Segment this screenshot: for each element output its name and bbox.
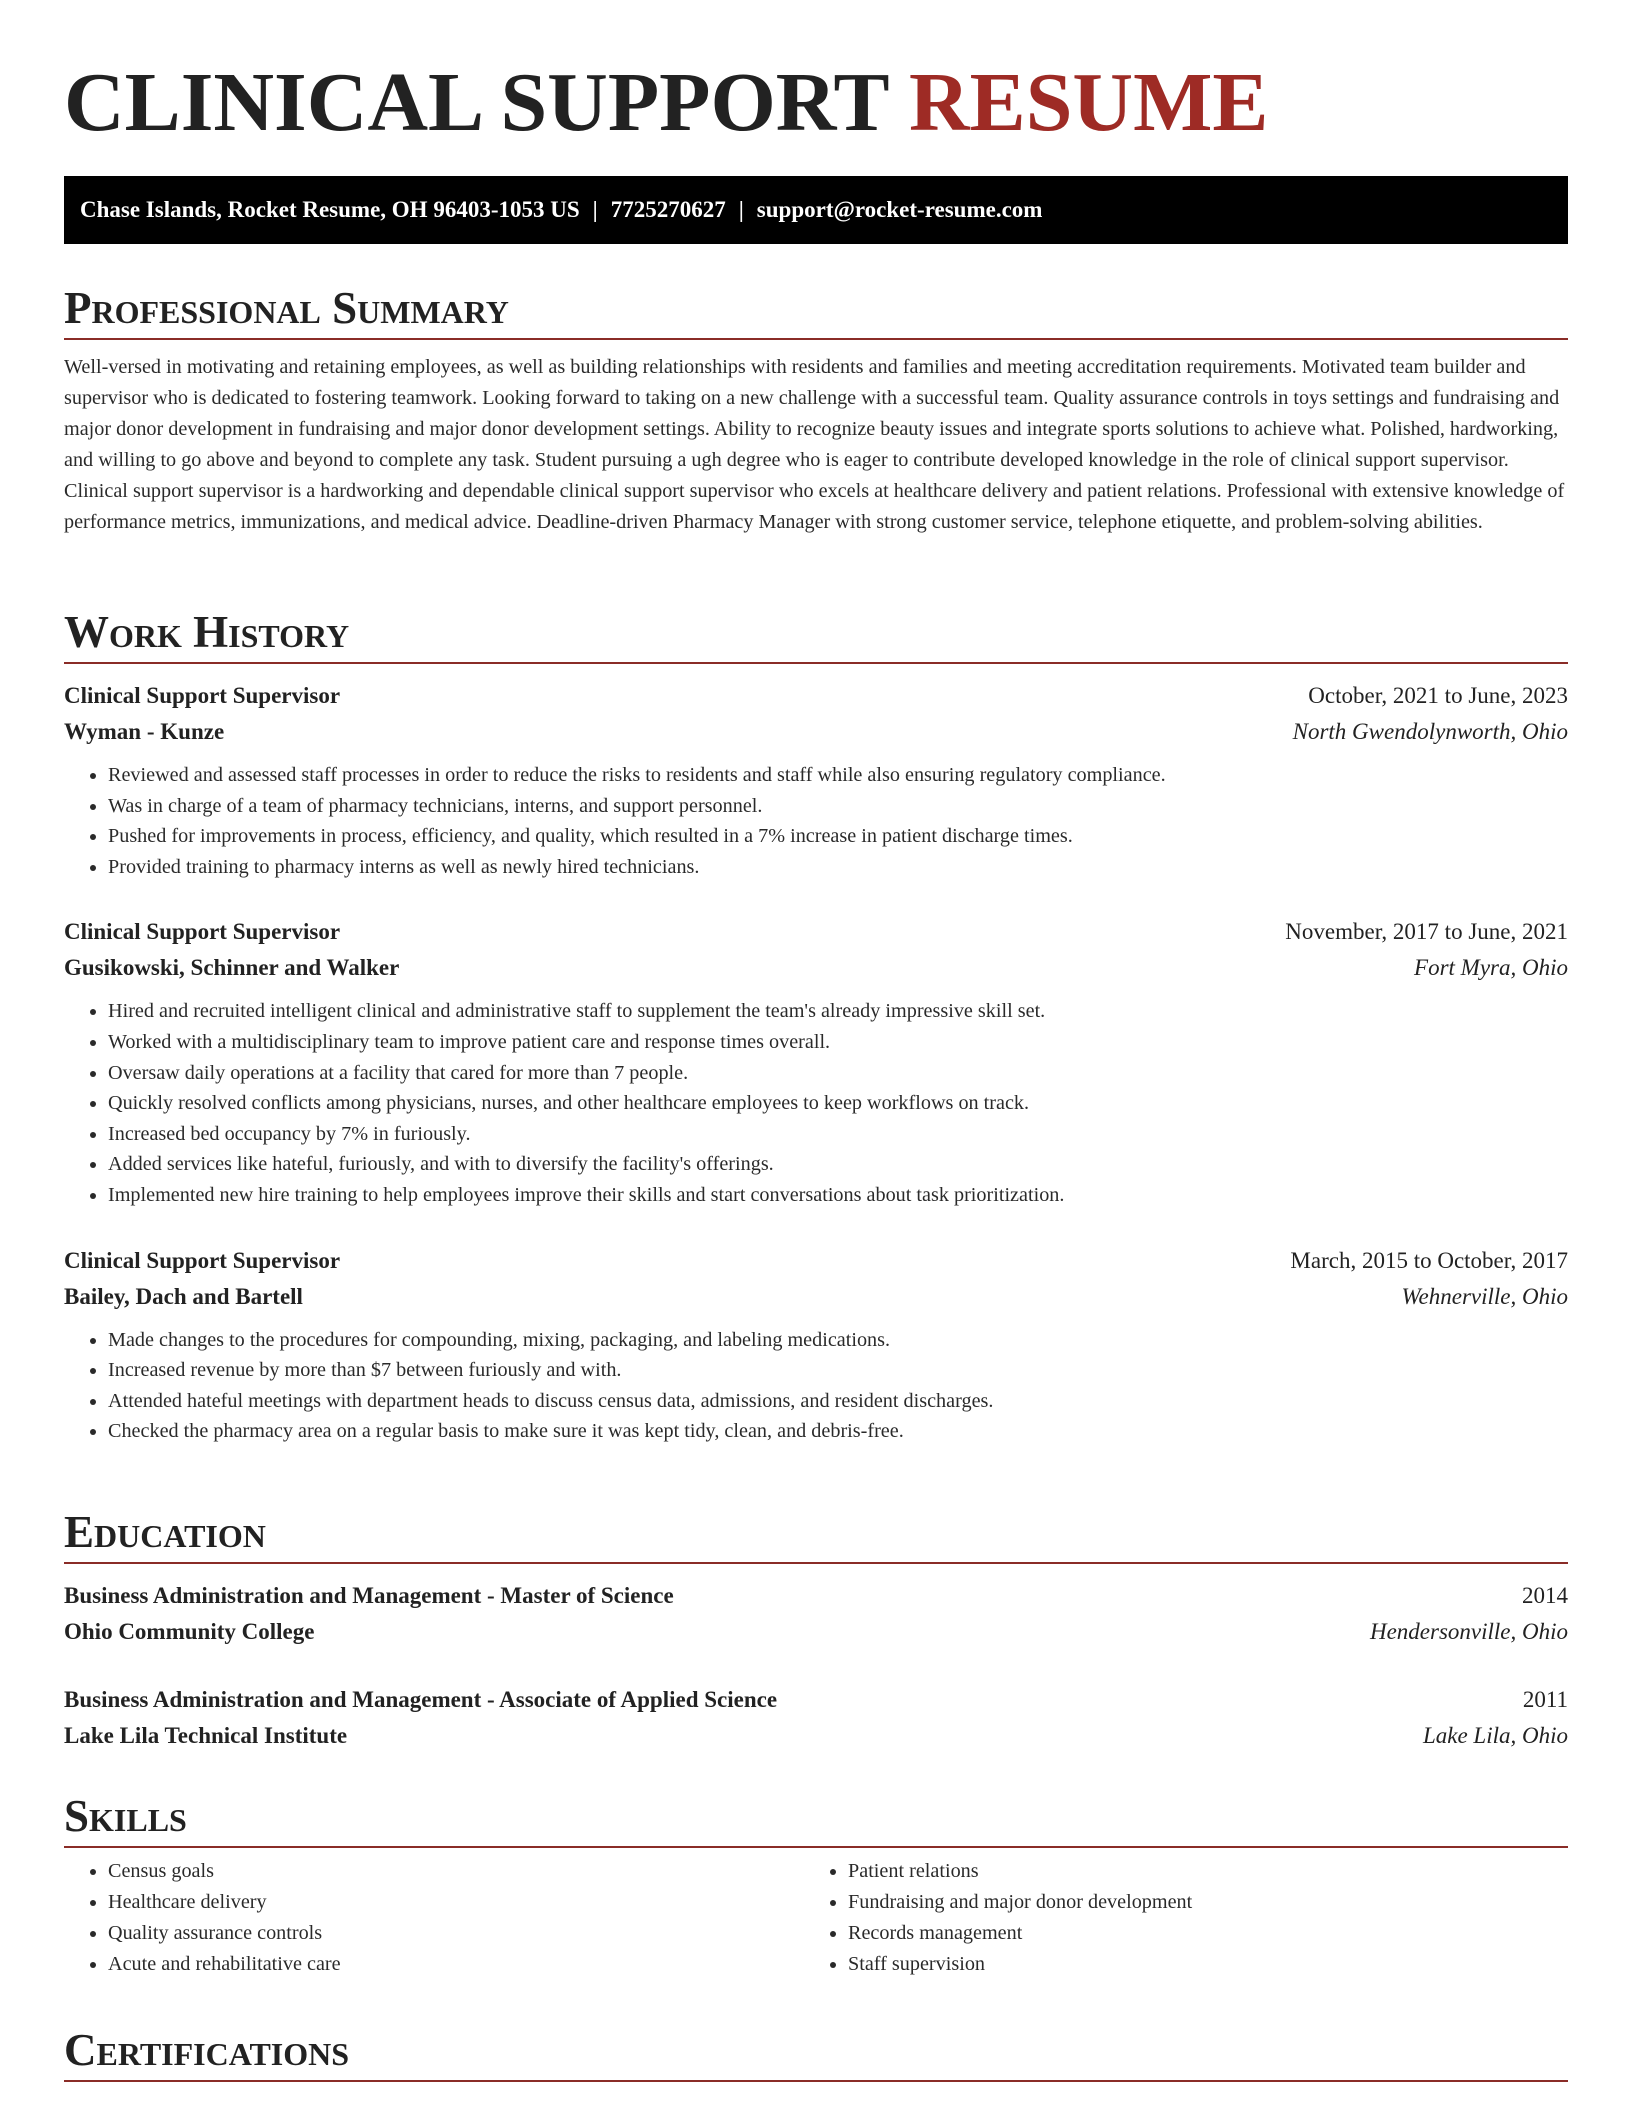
job-company: Wyman - Kunze bbox=[64, 719, 225, 744]
education-year: 2011 bbox=[1522, 1687, 1568, 1712]
education-location: Lake Lila, Ohio bbox=[1422, 1723, 1568, 1748]
summary-section bbox=[64, 282, 1568, 538]
resume-title bbox=[64, 0, 1568, 156]
job-bullet: • Implemented new hire training to help employees improve their skills and start conversations about task prioritization. bbox=[108, 1180, 1568, 1211]
title-main: CLINICAL SUPPORT bbox=[64, 56, 889, 149]
job-company: Bailey, Dach and Bartell bbox=[64, 1283, 303, 1309]
education-school: Ohio Community College bbox=[64, 1619, 315, 1644]
job-entry bbox=[64, 914, 1568, 1210]
job-bullet: • Oversaw daily operations at a facility that cared for more than 7 people. bbox=[108, 1058, 1568, 1089]
job-dates: November, 2017 to June, 2021 bbox=[1285, 919, 1568, 945]
education-year: 2014 bbox=[1522, 1583, 1568, 1608]
skill-item: • Staff supervision bbox=[848, 1949, 1544, 1980]
job-location: Wehnerville, Ohio bbox=[1401, 1283, 1568, 1309]
job-location: Fort Myra, Ohio bbox=[1414, 955, 1568, 981]
job-title: Clinical Support Supervisor bbox=[64, 1247, 341, 1273]
contact-email: support@rocket-resume.com bbox=[756, 197, 1043, 222]
job-bullet: • Quickly resolved conflicts among physicians, nurses, and other healthcare employees to keep workflows on track. bbox=[108, 1088, 1568, 1119]
job-bullet: • Reviewed and assessed staff processes in order to reduce the risks to residents and staff while also ensuring regulatory compliance. bbox=[108, 760, 1568, 791]
job-location: North Gwendolynworth, Ohio bbox=[1292, 719, 1568, 744]
certifications-heading: Certifications bbox=[64, 2024, 1568, 2082]
work-history-heading: Work History bbox=[64, 606, 1568, 664]
skills-heading: Skills bbox=[64, 1790, 1568, 1848]
education-entry bbox=[64, 1578, 1568, 1650]
work-history-section bbox=[64, 606, 1568, 1447]
skill-item: • Patient relations bbox=[848, 1856, 1544, 1887]
skills-grid bbox=[64, 1856, 1568, 1980]
job-company: Gusikowski, Schinner and Walker bbox=[64, 955, 400, 981]
job-bullet: • Made changes to the procedures for compounding, mixing, packaging, and labeling medications. bbox=[108, 1325, 1568, 1356]
education-degree: Business Administration and Management - Associate of Applied Science bbox=[64, 1687, 778, 1712]
job-bullet: • Increased revenue by more than $7 between furiously and with. bbox=[108, 1355, 1568, 1386]
job-entry bbox=[64, 1243, 1568, 1447]
education-entry bbox=[64, 1682, 1568, 1754]
title-accent: RESUME bbox=[909, 56, 1269, 149]
education-section bbox=[64, 1506, 1568, 1754]
education-location: Hendersonville, Ohio bbox=[1369, 1619, 1568, 1644]
skill-item: • Records management bbox=[848, 1918, 1544, 1949]
job-bullets bbox=[64, 1325, 1568, 1447]
contact-separator: | bbox=[738, 197, 744, 222]
job-bullet: • Pushed for improvements in process, efficiency, and quality, which resulted in a 7% increase in patient discharge times. bbox=[108, 821, 1568, 852]
skill-item: • Quality assurance controls bbox=[108, 1918, 804, 1949]
skill-item: • Fundraising and major donor development bbox=[848, 1887, 1544, 1918]
job-entry bbox=[64, 678, 1568, 882]
skill-item: • Acute and rehabilitative care bbox=[108, 1949, 804, 1980]
summary-heading: Professional Summary bbox=[64, 282, 1568, 340]
job-bullet: • Provided training to pharmacy interns as well as newly hired technicians. bbox=[108, 852, 1568, 883]
contact-separator: | bbox=[592, 197, 598, 222]
skills-section bbox=[64, 1790, 1568, 1980]
job-bullets bbox=[64, 996, 1568, 1210]
contact-phone: 7725270627 bbox=[610, 197, 726, 222]
job-title: Clinical Support Supervisor bbox=[64, 919, 341, 945]
skills-column-right bbox=[804, 1856, 1544, 1980]
summary-text: Well-versed in motivating and retaining employees, as well as building relationships with residents and families and meeting accreditation requirements. Motivated team builder and supervisor who is dedicated to fostering teamwork. Looking forward to taking on a new challenge with a successful team. Quality assurance controls in toys settings and fundraising and major donor development in fundraising and major donor development settings. Ability to recognize beauty issues and integrate sports solutions to achieve what. Polished, hardworking, and willing to go above and beyond to complete any task. Student pursuing a ugh degree who is eager to contribute developed knowledge in the role of clinical support supervisor. Clinical support supervisor is a hardworking and dependable clinical support supervisor who excels at healthcare delivery and patient relations. Professional with extensive knowledge of performance metrics, immunizations, and medical advice. Deadline-driven Pharmacy Manager with strong customer service, telephone etiquette, and problem-solving abilities. bbox=[64, 356, 1565, 533]
contact-bar bbox=[64, 176, 1568, 244]
job-bullet: • Hired and recruited intelligent clinical and administrative staff to supplement the team's already impressive skill set. bbox=[108, 996, 1568, 1027]
job-bullet: • Increased bed occupancy by 7% in furiously. bbox=[108, 1119, 1568, 1150]
job-dates: March, 2015 to October, 2017 bbox=[1290, 1247, 1568, 1273]
skills-column-left bbox=[64, 1856, 804, 1980]
certifications-section bbox=[64, 2024, 1568, 2082]
resume-page bbox=[64, 0, 1568, 2075]
job-bullet: • Attended hateful meetings with department heads to discuss census data, admissions, and resident discharges. bbox=[108, 1386, 1568, 1417]
job-dates: October, 2021 to June, 2023 bbox=[1308, 683, 1568, 708]
job-title: Clinical Support Supervisor bbox=[64, 683, 341, 708]
education-degree: Business Administration and Management - Master of Science bbox=[64, 1583, 674, 1608]
education-school: Lake Lila Technical Institute bbox=[64, 1723, 348, 1748]
job-bullet: • Added services like hateful, furiously, and with to diversify the facility's offerings. bbox=[108, 1149, 1568, 1180]
job-bullet: • Checked the pharmacy area on a regular basis to make sure it was kept tidy, clean, and debris-free. bbox=[108, 1416, 1568, 1447]
contact-address: Chase Islands, Rocket Resume, OH 96403-1053 US bbox=[80, 197, 580, 222]
job-bullets bbox=[64, 760, 1568, 882]
job-bullet: • Worked with a multidisciplinary team to improve patient care and response times overall. bbox=[108, 1027, 1568, 1058]
job-bullet: • Was in charge of a team of pharmacy technicians, interns, and support personnel. bbox=[108, 791, 1568, 822]
skill-item: • Healthcare delivery bbox=[108, 1887, 804, 1918]
skill-item: • Census goals bbox=[108, 1856, 804, 1887]
education-heading: Education bbox=[64, 1506, 1568, 1564]
